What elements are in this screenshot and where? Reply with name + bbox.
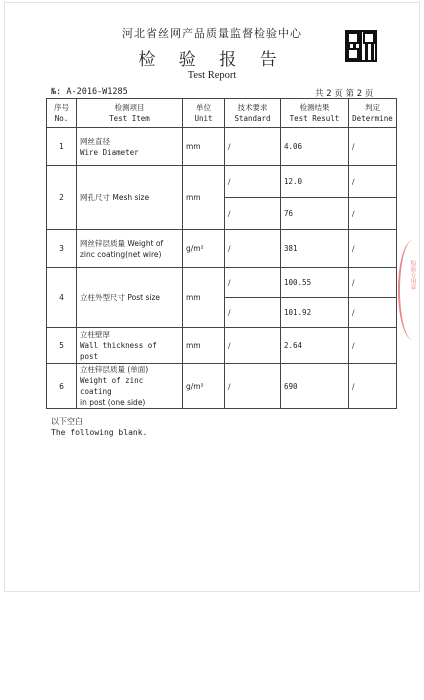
red-seal-stamp: 检验专用章 (398, 240, 424, 340)
report-title-en: Test Report (187, 70, 237, 81)
blank-note-en: The following blank. (51, 428, 148, 437)
table-row: 1 网丝直径 Wire Diameter mm / 4.06 / (47, 128, 397, 166)
table-row: 2 网孔尺寸 Mesh size mm / 12.0 / (47, 166, 397, 198)
table-header-row (47, 99, 397, 128)
table-row: 5 立柱壁厚 Wall thickness of post mm / 2.64 / (47, 328, 397, 364)
organization-name: 河北省丝网产品质量监督检验中心 (122, 27, 302, 40)
page-info: 共 2 页 第 2 页 (315, 89, 374, 99)
report-title-cn: 检 验 报 告 (138, 50, 286, 70)
col-header-no: 序号 No. (47, 99, 77, 128)
report-number: №: A-2016-W1285 (51, 87, 128, 97)
qr-code-icon (345, 30, 377, 62)
col-header-unit: 单位 Unit (183, 99, 225, 128)
report-sheet (4, 2, 420, 592)
table-row: / 101.92 / (47, 298, 397, 328)
table-row: / 76 / (47, 198, 397, 230)
col-header-determine: 判定 Determine (349, 99, 397, 128)
table-row: 4 立柱外型尺寸 Post size mm / 100.55 / (47, 268, 397, 298)
col-header-standard: 技术要求 Standard (225, 99, 281, 128)
table-row: 3 网丝锌层质量 Weight of zinc coating(net wire) g/m² / 381 / (47, 230, 397, 268)
col-header-item: 检测项目 Test Item (77, 99, 183, 128)
col-header-result: 检测结果 Test Result (281, 99, 349, 128)
table-row: 6 立柱锌层质量 (单面) Weight of zinc coating in post (one side) g/m² / 690 / (47, 364, 397, 409)
test-results-table (46, 98, 397, 409)
blank-note-cn: 以下空白 (51, 417, 83, 426)
